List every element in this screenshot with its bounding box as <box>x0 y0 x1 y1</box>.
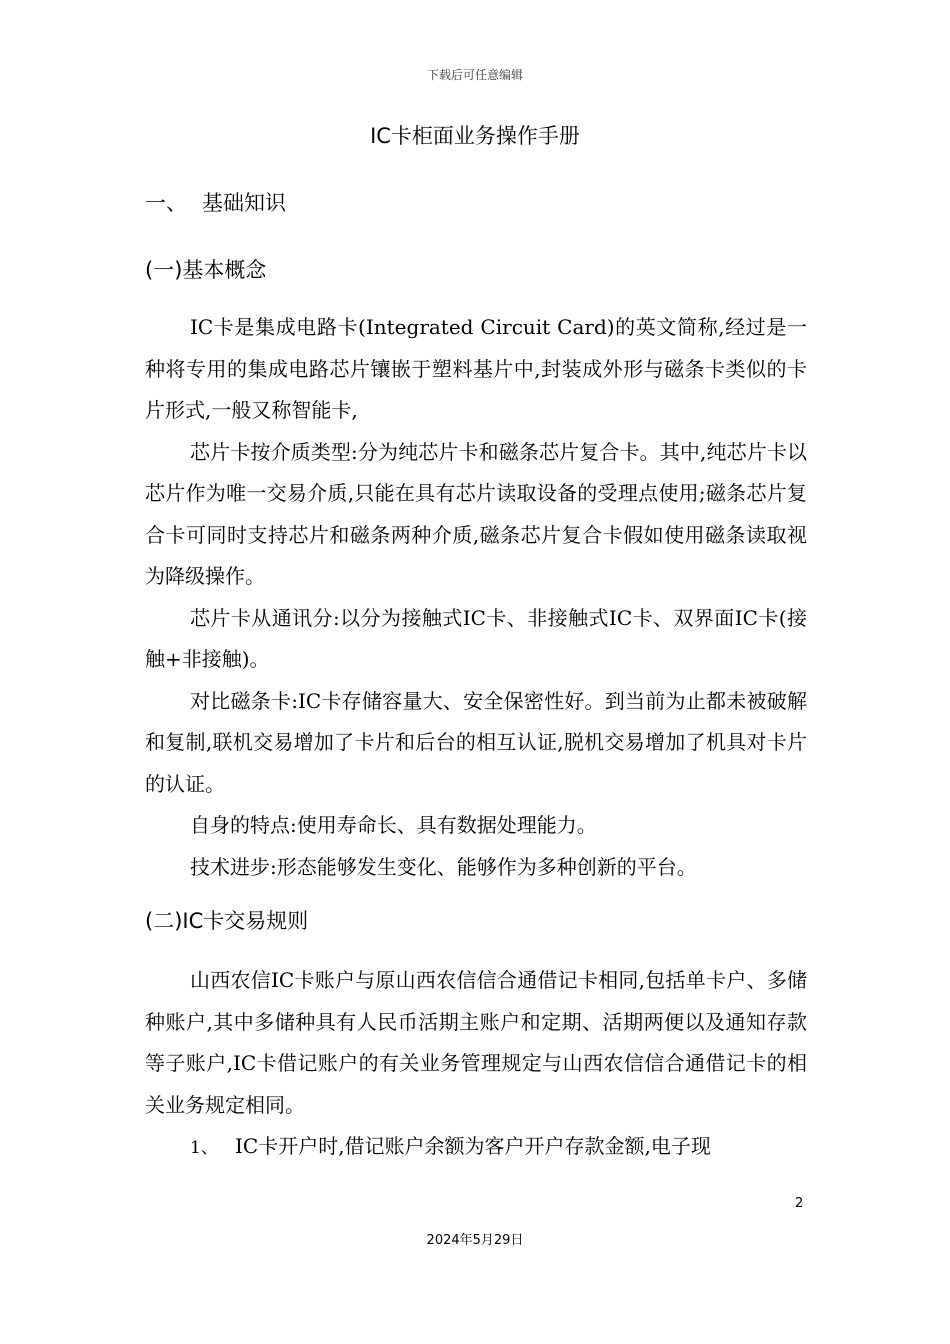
list-item-number: 1、 <box>190 1138 218 1158</box>
section-heading-basics <box>145 187 286 217</box>
footer-date: 2024年5月29日 <box>426 1233 524 1248</box>
list-item-text: IC卡开户时,借记账户余额为客户开户存款金额,电子现 <box>235 1134 711 1158</box>
paragraph: IC卡是集成电路卡(Integrated Circuit Card)的英文简称,经过是一种将专用的集成电路芯片镶嵌于塑料基片中,封装成外形与磁条卡类似的卡片形式,一般又称智能卡, <box>145 315 807 422</box>
subsection-heading-concepts: (一)基本概念 <box>145 258 267 282</box>
page-number: 2 <box>795 1196 804 1211</box>
section-title: 基础知识 <box>202 191 286 215</box>
section-number: 一、 <box>145 191 187 215</box>
paragraph: 技术进步:形态能够发生变化、能够作为多种创新的平台。 <box>190 854 697 879</box>
header-note: 下载后可任意编辑 <box>426 68 523 82</box>
concepts-body <box>145 307 807 888</box>
paragraph: 芯片卡从通讯分:以分为接触式IC卡、非接触式IC卡、双界面IC卡(接触+非接触)。 <box>145 605 807 671</box>
paragraph: 对比磁条卡:IC卡存储容量大、安全保密性好。到当前为止都未被破解和复制,联机交易增加了卡片和后台的相互认证,脱机交易增加了机具对卡片的认证。 <box>145 688 807 796</box>
paragraph: 芯片卡按介质类型:分为纯芯片卡和磁条芯片复合卡。其中,纯芯片卡以芯片作为唯一交易介质,只能在具有芯片读取设备的受理点使用;磁条芯片复合卡可同时支持芯片和磁条两种介质,磁条芯片复合卡假如使用磁条读取视为降级操作。 <box>145 439 807 588</box>
list-item <box>145 1126 807 1170</box>
paragraph: 自身的特点:使用寿命长、具有数据处理能力。 <box>190 813 597 837</box>
paragraph: 山西农信IC卡账户与原山西农信信合通借记卡相同,包括单卡户、多储种账户,其中多储种具有人民币活期主账户和定期、活期两便以及通知存款等子账户,IC卡借记账户的有关业务管理规定与山西农信信合通借记卡的相关业务规定相同。 <box>145 968 807 1117</box>
rules-body <box>145 960 807 1170</box>
subsection-heading-transaction-rules: (二)IC卡交易规则 <box>145 909 309 933</box>
document-title: IC卡柜面业务操作手册 <box>370 124 580 148</box>
